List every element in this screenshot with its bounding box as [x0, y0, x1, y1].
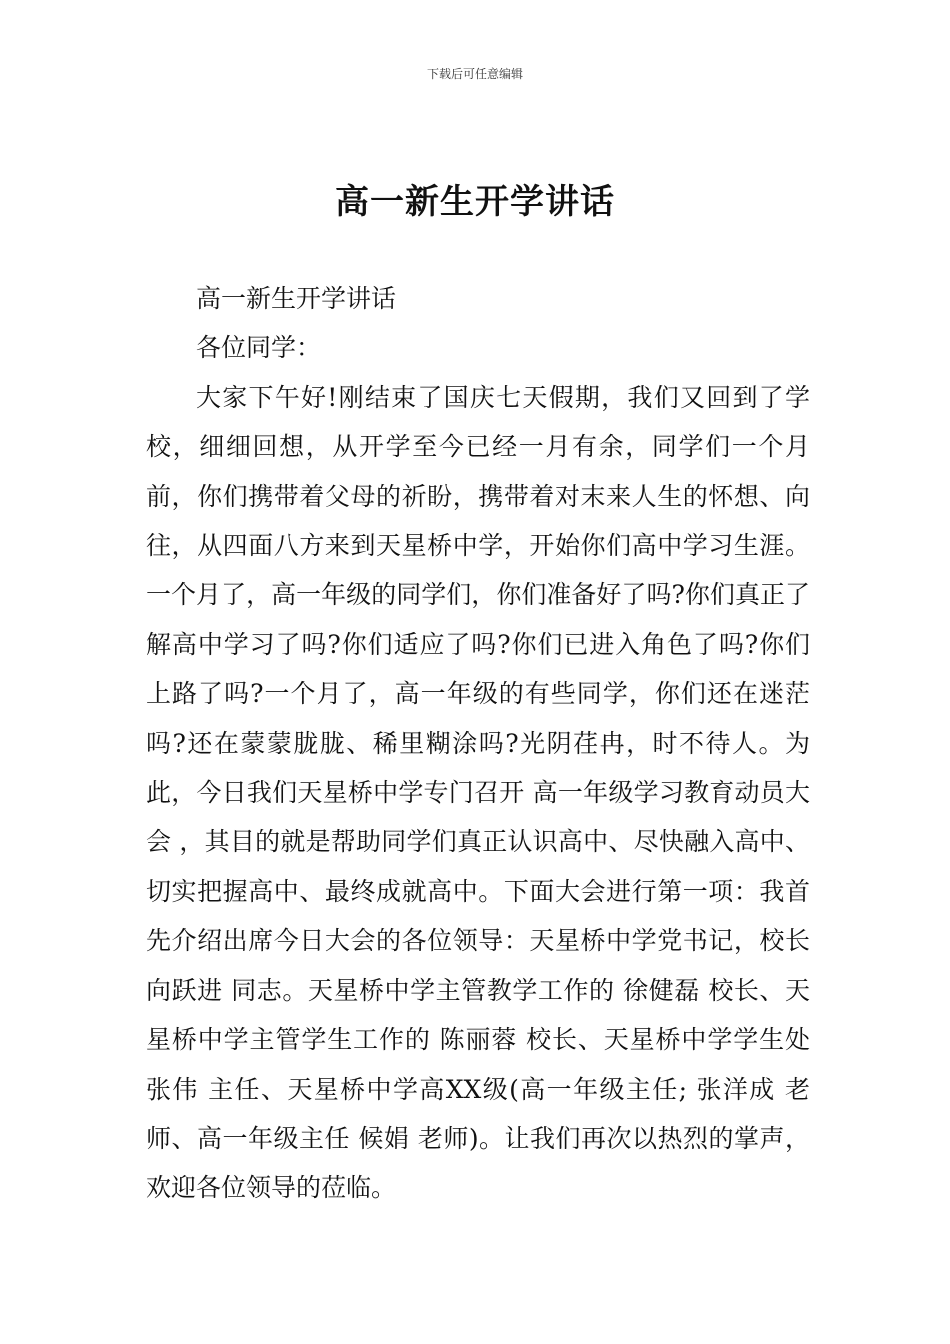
paragraph-subtitle: 高一新生开学讲话	[196, 284, 397, 313]
paragraph-salutation: 各位同学：	[196, 333, 322, 363]
document-title: 高一新生开学讲话	[335, 182, 615, 222]
document-body	[146, 274, 810, 1213]
page-header-note: 下载后可任意编辑	[426, 67, 523, 81]
paragraph-main: 大家下午好!刚结束了国庆七天假期，我们又回到了学校，细细回想，从开学至今已经一月有余，同学们一个月前，你们携带着父母的祈盼，携带着对末来人生的怀想、向往，从四面八方来到天星桥中学，开始你们高中学习生涯。一个月了，高一年级的同学们，你们准备好了吗?你们真正了解高中学习了吗?你们适应了吗?你们已进入角色了吗?你们上路了吗?一个月了，高一年级的有些同学，你们还在迷茫吗?还在蒙蒙胧胧、稀里糊涂吗?光阴荏冉，时不待人。为此，今日我们天星桥中学专门召开 高一年级学习教育动员大会 ，其目的就是帮助同学们真正认识高中、尽快融入高中、切实把握高中、最终成就高中。下面大会进行第一项：我首先介绍出席今日大会的各位领导：天星桥中学党书记，校长 向跃进 同志。天星桥中学主管教学工作的 徐健磊 校长、天星桥中学主管学生工作的 陈丽蓉 校长、天星桥中学学生处 张伟 主任、天星桥中学高XX级(高一年级主任; 张洋成 老师、高一年级主任 候娟 老师)。让我们再次以热烈的掌声，欢迎各位领导的莅临。	[146, 382, 810, 1203]
